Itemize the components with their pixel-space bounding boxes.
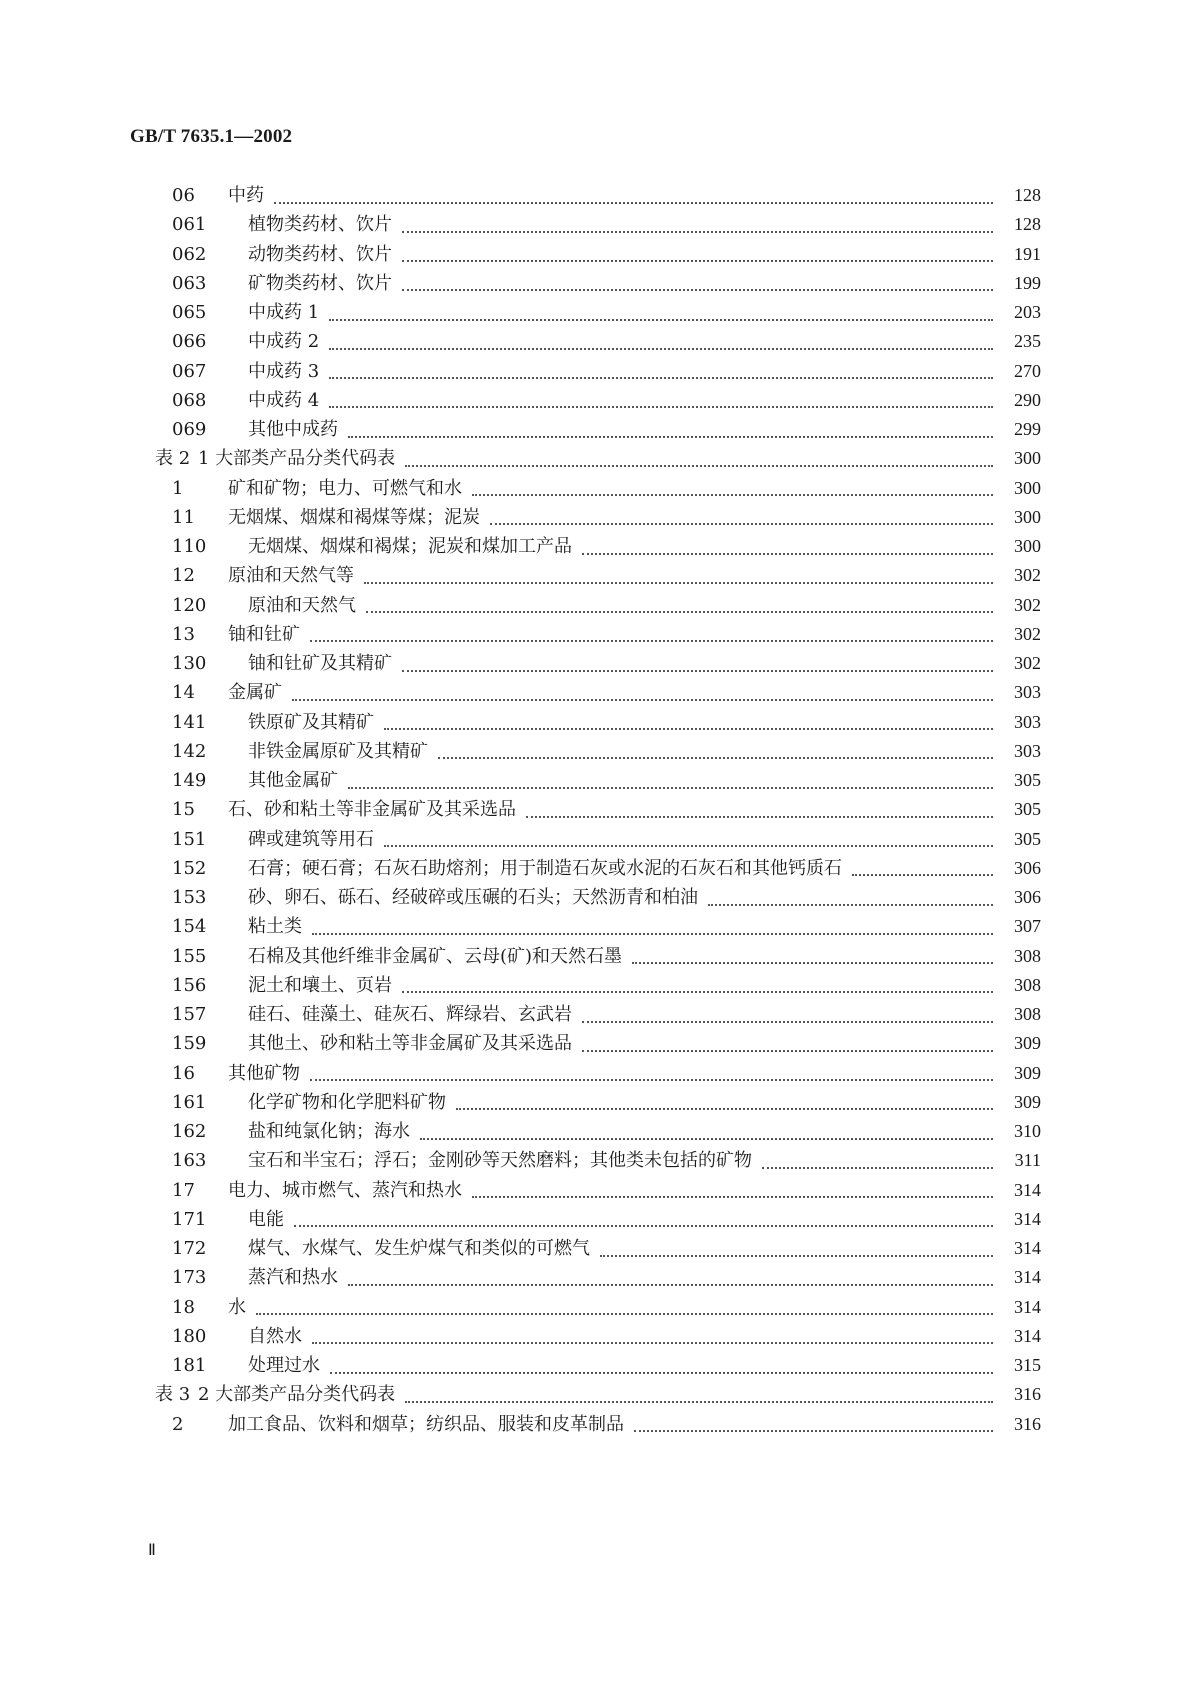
toc-entry-title: 矿和矿物；电力、可燃气和水 bbox=[228, 477, 462, 499]
toc-entry-page: 309 bbox=[1014, 1062, 1041, 1083]
toc-entry-page: 303 bbox=[1014, 682, 1041, 703]
toc-entry-title: 砂、卵石、砾石、经破碎或压碾的石头；天然沥青和柏油 bbox=[248, 887, 698, 908]
toc-entry-code: 061 bbox=[172, 214, 207, 236]
toc-entry-page: 310 bbox=[1014, 1121, 1041, 1141]
toc-entry-code: 14 bbox=[172, 682, 195, 704]
toc-entry-title: 原油和天然气等 bbox=[228, 565, 354, 587]
dot-leader bbox=[294, 1215, 993, 1227]
toc-entry-title: 无烟煤、烟煤和褐煤等煤；泥炭 bbox=[228, 506, 480, 528]
toc-entry-title: 中成药 3 bbox=[248, 360, 320, 382]
toc-entry-title: 石膏；硬石膏；石灰石助熔剂；用于制造石灰或水泥的石灰石和其他钙质石 bbox=[248, 857, 842, 879]
toc-entry[interactable] bbox=[0, 414, 1191, 445]
toc-entry-page: 302 bbox=[1014, 565, 1041, 586]
toc-entry-code: 15 bbox=[172, 799, 195, 821]
toc-entry-page: 191 bbox=[1014, 243, 1041, 264]
toc-entry[interactable] bbox=[0, 853, 1191, 884]
toc-entry-title: 非铁金属原矿及其精矿 bbox=[248, 740, 428, 762]
toc-entry[interactable] bbox=[0, 297, 1191, 328]
toc-entry-title: 其他土、砂和粘土等非金属矿及其采选品 bbox=[248, 1033, 572, 1055]
toc-entry[interactable] bbox=[0, 560, 1191, 591]
toc-entry-title: 其他中成药 bbox=[248, 419, 338, 440]
toc-entry[interactable] bbox=[0, 911, 1191, 942]
toc-entry-page: 308 bbox=[1014, 974, 1041, 995]
toc-entry-title: 植物类药材、饮片 bbox=[248, 214, 392, 236]
dot-leader bbox=[526, 806, 993, 818]
dot-leader bbox=[632, 952, 993, 964]
toc-entry[interactable] bbox=[0, 443, 1191, 474]
toc-entry-page: 316 bbox=[1014, 1413, 1041, 1434]
toc-entry-title: 处理过水 bbox=[248, 1355, 320, 1376]
toc-entry[interactable] bbox=[0, 619, 1191, 650]
toc-entry-page: 302 bbox=[1014, 653, 1041, 673]
toc-entry[interactable] bbox=[0, 794, 1191, 825]
toc-entry-title: 粘土类 bbox=[248, 916, 302, 938]
toc-entry[interactable] bbox=[0, 531, 1191, 562]
toc-entry-code: 173 bbox=[172, 1267, 207, 1289]
dot-leader bbox=[582, 1040, 993, 1052]
toc-entry-code: 152 bbox=[172, 857, 207, 879]
dot-leader bbox=[384, 718, 993, 730]
toc-entry-title: 加工食品、饮料和烟草；纺织品、服装和皮革制品 bbox=[228, 1413, 624, 1435]
toc-entry-title: 其他金属矿 bbox=[248, 770, 338, 791]
toc-entry-title: 碑或建筑等用石 bbox=[248, 828, 374, 850]
toc-entry-code: 156 bbox=[172, 974, 207, 996]
toc-entry-page: 299 bbox=[1014, 419, 1041, 439]
dot-leader bbox=[472, 1186, 993, 1198]
toc-entry-page: 300 bbox=[1014, 506, 1041, 527]
toc-entry-code: 149 bbox=[172, 770, 207, 791]
toc-entry[interactable] bbox=[0, 209, 1191, 240]
dot-leader bbox=[600, 1245, 993, 1257]
toc-entry-page: 303 bbox=[1014, 711, 1041, 732]
toc-entry-code: 172 bbox=[172, 1238, 207, 1259]
dot-leader bbox=[348, 1274, 993, 1286]
toc-entry[interactable] bbox=[0, 736, 1191, 767]
toc-entry[interactable] bbox=[0, 1321, 1191, 1352]
toc-entry[interactable] bbox=[0, 1379, 1191, 1410]
toc-entry-code: 120 bbox=[172, 594, 207, 616]
dot-leader bbox=[402, 981, 993, 993]
toc-entry-title: 硅石、硅藻土、硅灰石、辉绿岩、玄武岩 bbox=[248, 1004, 572, 1025]
toc-entry[interactable] bbox=[0, 1058, 1191, 1089]
dot-leader bbox=[420, 1128, 993, 1140]
toc-entry[interactable] bbox=[0, 326, 1191, 357]
toc-entry-title: 原油和天然气 bbox=[248, 594, 356, 616]
toc-entry-code: 130 bbox=[172, 653, 207, 674]
toc-entry[interactable] bbox=[0, 941, 1191, 972]
toc-entry[interactable] bbox=[0, 707, 1191, 738]
dot-leader bbox=[402, 279, 993, 291]
dot-leader bbox=[348, 777, 993, 789]
toc-entry[interactable] bbox=[0, 677, 1191, 708]
toc-entry-code: 110 bbox=[172, 536, 207, 557]
page-number: Ⅱ bbox=[148, 1542, 156, 1559]
toc-entry[interactable] bbox=[0, 356, 1191, 387]
dot-leader bbox=[402, 250, 993, 262]
toc-entry-code: 153 bbox=[172, 887, 207, 908]
toc-entry-code: 11 bbox=[172, 506, 195, 528]
toc-entry-title: 中成药 2 bbox=[248, 331, 320, 353]
toc-entry[interactable] bbox=[0, 590, 1191, 621]
dot-leader bbox=[329, 367, 993, 379]
toc-entry-code: 067 bbox=[172, 360, 207, 382]
toc-entry[interactable] bbox=[0, 1116, 1191, 1147]
dot-leader bbox=[274, 192, 993, 204]
dot-leader bbox=[405, 455, 993, 467]
dot-leader bbox=[438, 747, 993, 759]
toc-entry-page: 315 bbox=[1014, 1355, 1041, 1375]
toc-entry-title: 蒸汽和热水 bbox=[248, 1267, 338, 1289]
toc-entry-page: 314 bbox=[1014, 1267, 1041, 1288]
toc-entry-title: 煤气、水煤气、发生炉煤气和类似的可燃气 bbox=[248, 1238, 590, 1259]
toc-entry[interactable] bbox=[0, 1292, 1191, 1323]
toc-entry-page: 316 bbox=[1014, 1384, 1041, 1405]
toc-entry-page: 303 bbox=[1014, 740, 1041, 761]
toc-entry-title: 宝石和半宝石；浮石；金刚砂等天然磨料；其他类未包括的矿物 bbox=[248, 1150, 752, 1172]
dot-leader bbox=[330, 1362, 993, 1374]
toc-entry-title: 1 大部类产品分类代码表 bbox=[198, 448, 396, 470]
toc-entry-page: 128 bbox=[1014, 185, 1041, 205]
toc-entry-page: 302 bbox=[1014, 594, 1041, 615]
toc-entry[interactable] bbox=[0, 882, 1191, 913]
dot-leader bbox=[364, 572, 993, 584]
toc-entry[interactable] bbox=[0, 1204, 1191, 1235]
toc-entry-title: 石、砂和粘土等非金属矿及其采选品 bbox=[228, 799, 516, 821]
dot-leader bbox=[762, 1157, 993, 1169]
toc-entry-code: 181 bbox=[172, 1355, 207, 1376]
toc-entry-code: 180 bbox=[172, 1325, 207, 1347]
toc-entry-page: 308 bbox=[1014, 1004, 1041, 1024]
toc-entry-page: 305 bbox=[1014, 799, 1041, 820]
toc-entry-title: 其他矿物 bbox=[228, 1062, 300, 1084]
toc-entry-code: 17 bbox=[172, 1179, 195, 1201]
toc-entry-code: 065 bbox=[172, 302, 207, 323]
toc-entry[interactable] bbox=[0, 180, 1191, 211]
dot-leader bbox=[310, 1069, 993, 1081]
toc-entry[interactable] bbox=[0, 1409, 1191, 1440]
dot-leader bbox=[582, 1011, 993, 1023]
toc-entry[interactable] bbox=[0, 502, 1191, 533]
dot-leader bbox=[292, 689, 993, 701]
toc-entry-code: 171 bbox=[172, 1208, 207, 1230]
toc-entry-title: 水 bbox=[228, 1296, 246, 1318]
toc-entry-code: 163 bbox=[172, 1150, 207, 1172]
toc-entry-code: 066 bbox=[172, 331, 207, 353]
toc-entry-page: 308 bbox=[1014, 945, 1041, 966]
dot-leader bbox=[312, 1332, 993, 1344]
toc-entry-code: 表 2 bbox=[155, 448, 191, 470]
toc-entry-code: 062 bbox=[172, 243, 207, 265]
toc-entry[interactable] bbox=[0, 1175, 1191, 1206]
toc-entry-code: 13 bbox=[172, 623, 195, 645]
standard-number: GB/T 7635.1—2002 bbox=[130, 126, 293, 147]
toc-entry-title: 中成药 1 bbox=[248, 302, 320, 323]
toc-entry-page: 314 bbox=[1014, 1208, 1041, 1229]
toc-entry-title: 自然水 bbox=[248, 1325, 302, 1347]
toc-entry[interactable] bbox=[0, 268, 1191, 299]
toc-entry-code: 18 bbox=[172, 1296, 195, 1318]
dot-leader bbox=[402, 660, 993, 672]
toc-entry-code: 154 bbox=[172, 916, 207, 938]
toc-entry-code: 069 bbox=[172, 419, 207, 440]
toc-entry-page: 300 bbox=[1014, 536, 1041, 556]
dot-leader bbox=[348, 426, 993, 438]
toc-entry-page: 300 bbox=[1014, 448, 1041, 469]
toc-entry-title: 中成药 4 bbox=[248, 389, 320, 411]
dot-leader bbox=[582, 543, 993, 555]
toc-entry-title: 无烟煤、烟煤和褐煤；泥炭和煤加工产品 bbox=[248, 536, 572, 557]
toc-entry-code: 16 bbox=[172, 1062, 195, 1084]
toc-entry-page: 305 bbox=[1014, 828, 1041, 849]
toc-entry-page: 307 bbox=[1014, 916, 1041, 937]
dot-leader bbox=[472, 484, 993, 496]
toc-entry[interactable] bbox=[0, 473, 1191, 504]
toc-entry[interactable] bbox=[0, 648, 1191, 679]
toc-entry-page: 309 bbox=[1014, 1091, 1041, 1112]
dot-leader bbox=[310, 630, 993, 642]
dot-leader bbox=[708, 894, 993, 906]
toc-entry-page: 128 bbox=[1014, 214, 1041, 235]
dot-leader bbox=[405, 1391, 993, 1403]
toc-entry-page: 314 bbox=[1014, 1296, 1041, 1317]
toc-entry[interactable] bbox=[0, 1087, 1191, 1118]
toc-entry-title: 铀和钍矿及其精矿 bbox=[248, 653, 392, 674]
dot-leader bbox=[456, 1098, 993, 1110]
toc-entry-title: 泥土和壤土、页岩 bbox=[248, 974, 392, 996]
toc-entry-title: 石棉及其他纤维非金属矿、云母(矿)和天然石墨 bbox=[248, 945, 623, 967]
toc-entry-title: 电能 bbox=[248, 1208, 284, 1230]
toc-entry-page: 306 bbox=[1014, 887, 1041, 907]
toc-entry-code: 141 bbox=[172, 711, 207, 733]
toc-entry-page: 306 bbox=[1014, 857, 1041, 878]
toc-entry-code: 161 bbox=[172, 1091, 207, 1113]
toc-entry[interactable] bbox=[0, 999, 1191, 1030]
dot-leader bbox=[490, 513, 993, 525]
toc-entry[interactable] bbox=[0, 1350, 1191, 1381]
toc-entry-page: 270 bbox=[1014, 360, 1041, 381]
toc-entry-code: 2 bbox=[172, 1413, 184, 1435]
toc-entry[interactable] bbox=[0, 385, 1191, 416]
toc-entry-title: 动物类药材、饮片 bbox=[248, 243, 392, 265]
toc-entry-page: 235 bbox=[1014, 331, 1041, 352]
toc-entry-title: 2 大部类产品分类代码表 bbox=[198, 1384, 396, 1406]
toc-entry[interactable] bbox=[0, 239, 1191, 270]
toc-entry-page: 309 bbox=[1014, 1033, 1041, 1054]
dot-leader bbox=[312, 923, 993, 935]
toc-entry-page: 314 bbox=[1014, 1179, 1041, 1200]
toc-entry-title: 盐和纯氯化钠；海水 bbox=[248, 1121, 410, 1142]
toc-entry-title: 化学矿物和化学肥料矿物 bbox=[248, 1091, 446, 1113]
toc-entry[interactable] bbox=[0, 765, 1191, 796]
dot-leader bbox=[329, 396, 993, 408]
toc-entry-page: 203 bbox=[1014, 302, 1041, 322]
toc-entry[interactable] bbox=[0, 1262, 1191, 1293]
toc-entry[interactable] bbox=[0, 824, 1191, 855]
toc-entry-title: 铁原矿及其精矿 bbox=[248, 711, 374, 733]
toc-entry-code: 142 bbox=[172, 740, 207, 762]
toc-entry-title: 金属矿 bbox=[228, 682, 282, 704]
toc-entry-code: 12 bbox=[172, 565, 195, 587]
toc-entry-code: 063 bbox=[172, 272, 207, 294]
toc-entry-title: 中药 bbox=[228, 185, 264, 206]
toc-entry[interactable] bbox=[0, 1028, 1191, 1059]
toc-entry-code: 151 bbox=[172, 828, 207, 850]
toc-entry-page: 314 bbox=[1014, 1238, 1041, 1258]
toc-entry-page: 300 bbox=[1014, 477, 1041, 498]
dot-leader bbox=[366, 601, 993, 613]
toc-entry-page: 302 bbox=[1014, 623, 1041, 644]
toc-entry-title: 矿物类药材、饮片 bbox=[248, 272, 392, 294]
toc-entry-code: 159 bbox=[172, 1033, 207, 1055]
toc-entry-code: 表 3 bbox=[155, 1384, 191, 1406]
dot-leader bbox=[329, 338, 993, 350]
dot-leader bbox=[256, 1303, 993, 1315]
dot-leader bbox=[384, 835, 993, 847]
toc-entry[interactable] bbox=[0, 1233, 1191, 1264]
dot-leader bbox=[329, 309, 993, 321]
toc-entry-page: 305 bbox=[1014, 770, 1041, 790]
toc-entry-page: 311 bbox=[1014, 1150, 1041, 1171]
toc-entry-page: 314 bbox=[1014, 1325, 1041, 1346]
dot-leader bbox=[634, 1420, 993, 1432]
toc-entry[interactable] bbox=[0, 1145, 1191, 1176]
toc-entry-page: 199 bbox=[1014, 272, 1041, 293]
toc-entry-code: 068 bbox=[172, 389, 207, 411]
toc-entry-page: 290 bbox=[1014, 389, 1041, 410]
toc-entry-code: 155 bbox=[172, 945, 207, 967]
toc-entry[interactable] bbox=[0, 970, 1191, 1001]
toc-entry-code: 06 bbox=[172, 185, 195, 206]
dot-leader bbox=[852, 864, 993, 876]
toc-entry-code: 162 bbox=[172, 1121, 207, 1142]
toc-entry-title: 电力、城市燃气、蒸汽和热水 bbox=[228, 1179, 462, 1201]
toc-entry-title: 铀和钍矿 bbox=[228, 623, 300, 645]
toc-entry-code: 1 bbox=[172, 477, 184, 499]
dot-leader bbox=[402, 221, 993, 233]
toc-entry-code: 157 bbox=[172, 1004, 207, 1025]
